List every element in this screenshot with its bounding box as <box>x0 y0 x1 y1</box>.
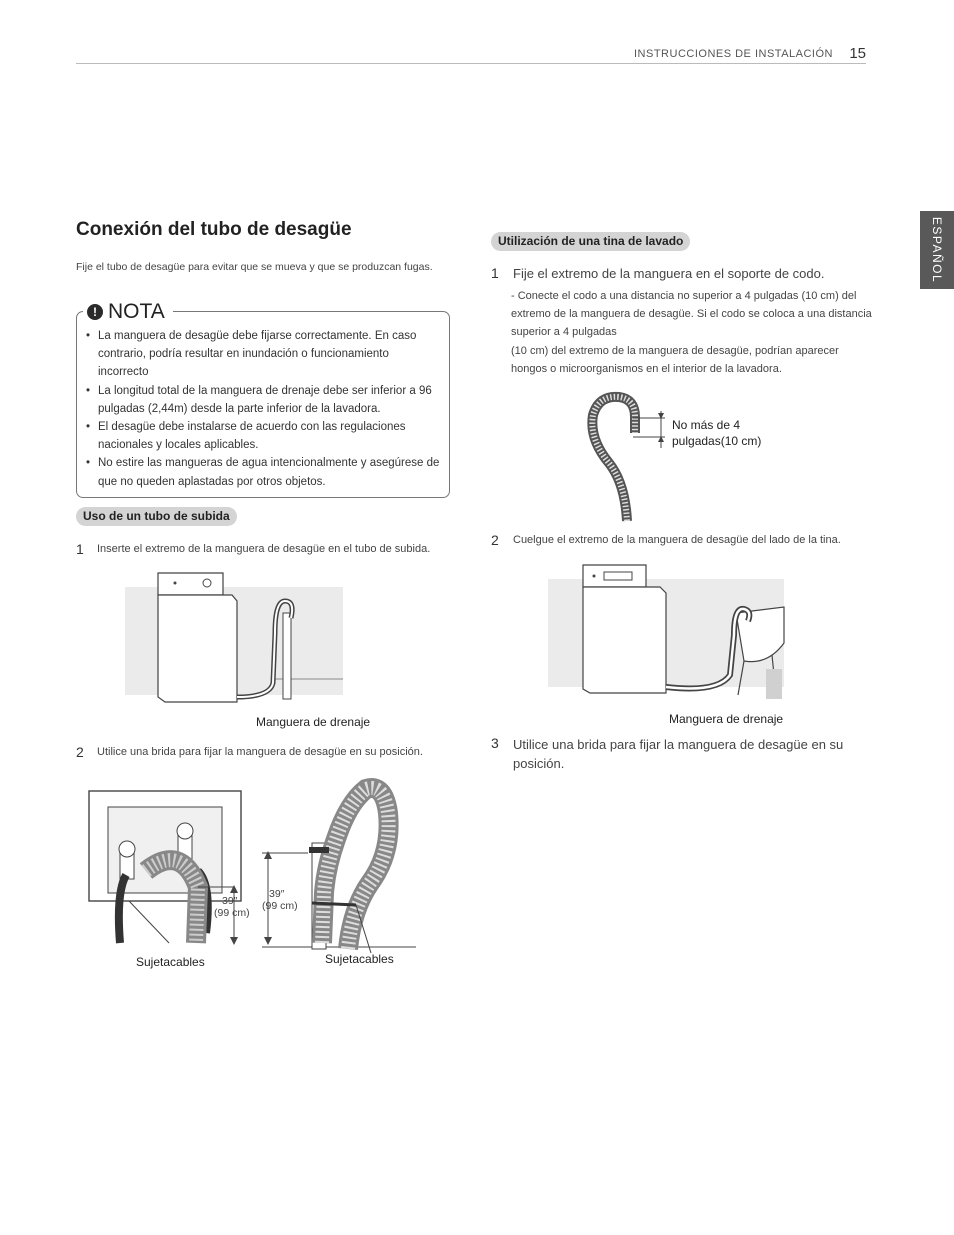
tub-step1-details <box>511 287 876 378</box>
dim-left-value: 39″ <box>222 895 238 907</box>
elbow-distance-line1: No más de 4 <box>672 418 741 432</box>
warning-icon: ! <box>87 304 103 320</box>
tub-step1-number: 1 <box>491 265 499 281</box>
tub-step3-text: Utilice una brida para fijar la manguera de desagüe en su posición. <box>513 737 844 771</box>
standpipe-step1-number: 1 <box>76 541 84 557</box>
note-item: • La manguera de desagüe debe fijarse correctamente. En caso contrario, podría resultar en inundación o funcionamiento incorrecto <box>86 327 441 382</box>
standpipe-step2-text: Utilice una brida para fijar la manguera de desagüe en su posición. <box>97 746 423 758</box>
note-item: • El desagüe debe instalarse de acuerdo con las regulaciones nacionales y locales aplicables. <box>86 418 441 454</box>
note-title: NOTA <box>108 300 165 323</box>
cable-tie-label-left: Sujetacables <box>136 955 205 969</box>
tub-step2-number: 2 <box>491 532 499 548</box>
tub-step3-number: 3 <box>491 735 499 751</box>
laundry-tub-heading: Utilización de una tina de lavado <box>491 232 690 251</box>
tub-drain-hose-caption: Manguera de drenaje <box>669 712 784 726</box>
intro-text: Fije el tubo de desagüe para evitar que se mueva y que se produzcan fugas. <box>76 261 433 273</box>
standpipe-step1-text: Inserte el extremo de la manguera de desagüe en el tubo de subida. <box>97 543 431 555</box>
note-list <box>86 327 441 491</box>
language-tab-label: ESPAÑOL <box>930 216 944 284</box>
header-divider <box>76 63 866 64</box>
page-title: Conexión del tubo de desagüe <box>76 219 352 240</box>
standpipe-step2-number: 2 <box>76 744 84 760</box>
note-item: • No estire las mangueras de agua intencionalmente y asegúrese de que no queden aplastadas por otros objetos. <box>86 454 441 490</box>
dim-right-value: 39″ <box>269 888 285 900</box>
standpipe-heading: Uso de un tubo de subida <box>76 507 237 526</box>
note-heading <box>83 300 173 324</box>
dim-left-metric: (99 cm) <box>214 907 250 919</box>
tub-step1-detail: - Conecte el codo a una distancia no superior a 4 pulgadas (10 cm) del extremo de la manguera de desagüe. Si el codo se coloca a una distancia superior a 4 pulgadas <box>511 290 872 339</box>
page-number: 15 <box>849 45 866 62</box>
standpipe-washer-illustration <box>125 573 345 708</box>
cable-tie-illustration <box>86 783 416 953</box>
tub-step1-detail: (10 cm) del extremo de la manguera de desagüe, podrían aparecer hongos o microorganismos en el interior de la lavadora. <box>511 344 839 375</box>
tub-step2-text: Cuelgue el extremo de la manguera de desagüe del lado de la tina. <box>513 534 841 546</box>
hose-elbow-illustration <box>585 393 665 523</box>
note-item: • La longitud total de la manguera de drenaje debe ser inferior a 96 pulgadas (2,44m) desde la parte inferior de la lavadora. <box>86 382 441 418</box>
cable-tie-label-right: Sujetacables <box>325 952 394 966</box>
header-section-title: INSTRUCCIONES DE INSTALACIÓN <box>634 48 833 60</box>
laundry-tub-illustration <box>548 565 788 705</box>
dim-right-metric: (99 cm) <box>262 900 298 912</box>
drain-hose-caption: Manguera de drenaje <box>256 715 371 729</box>
elbow-distance-line2: pulgadas(10 cm) <box>672 434 762 448</box>
tub-step1-text: Fije el extremo de la manguera en el soporte de codo. <box>513 266 825 281</box>
language-tab <box>920 211 954 289</box>
